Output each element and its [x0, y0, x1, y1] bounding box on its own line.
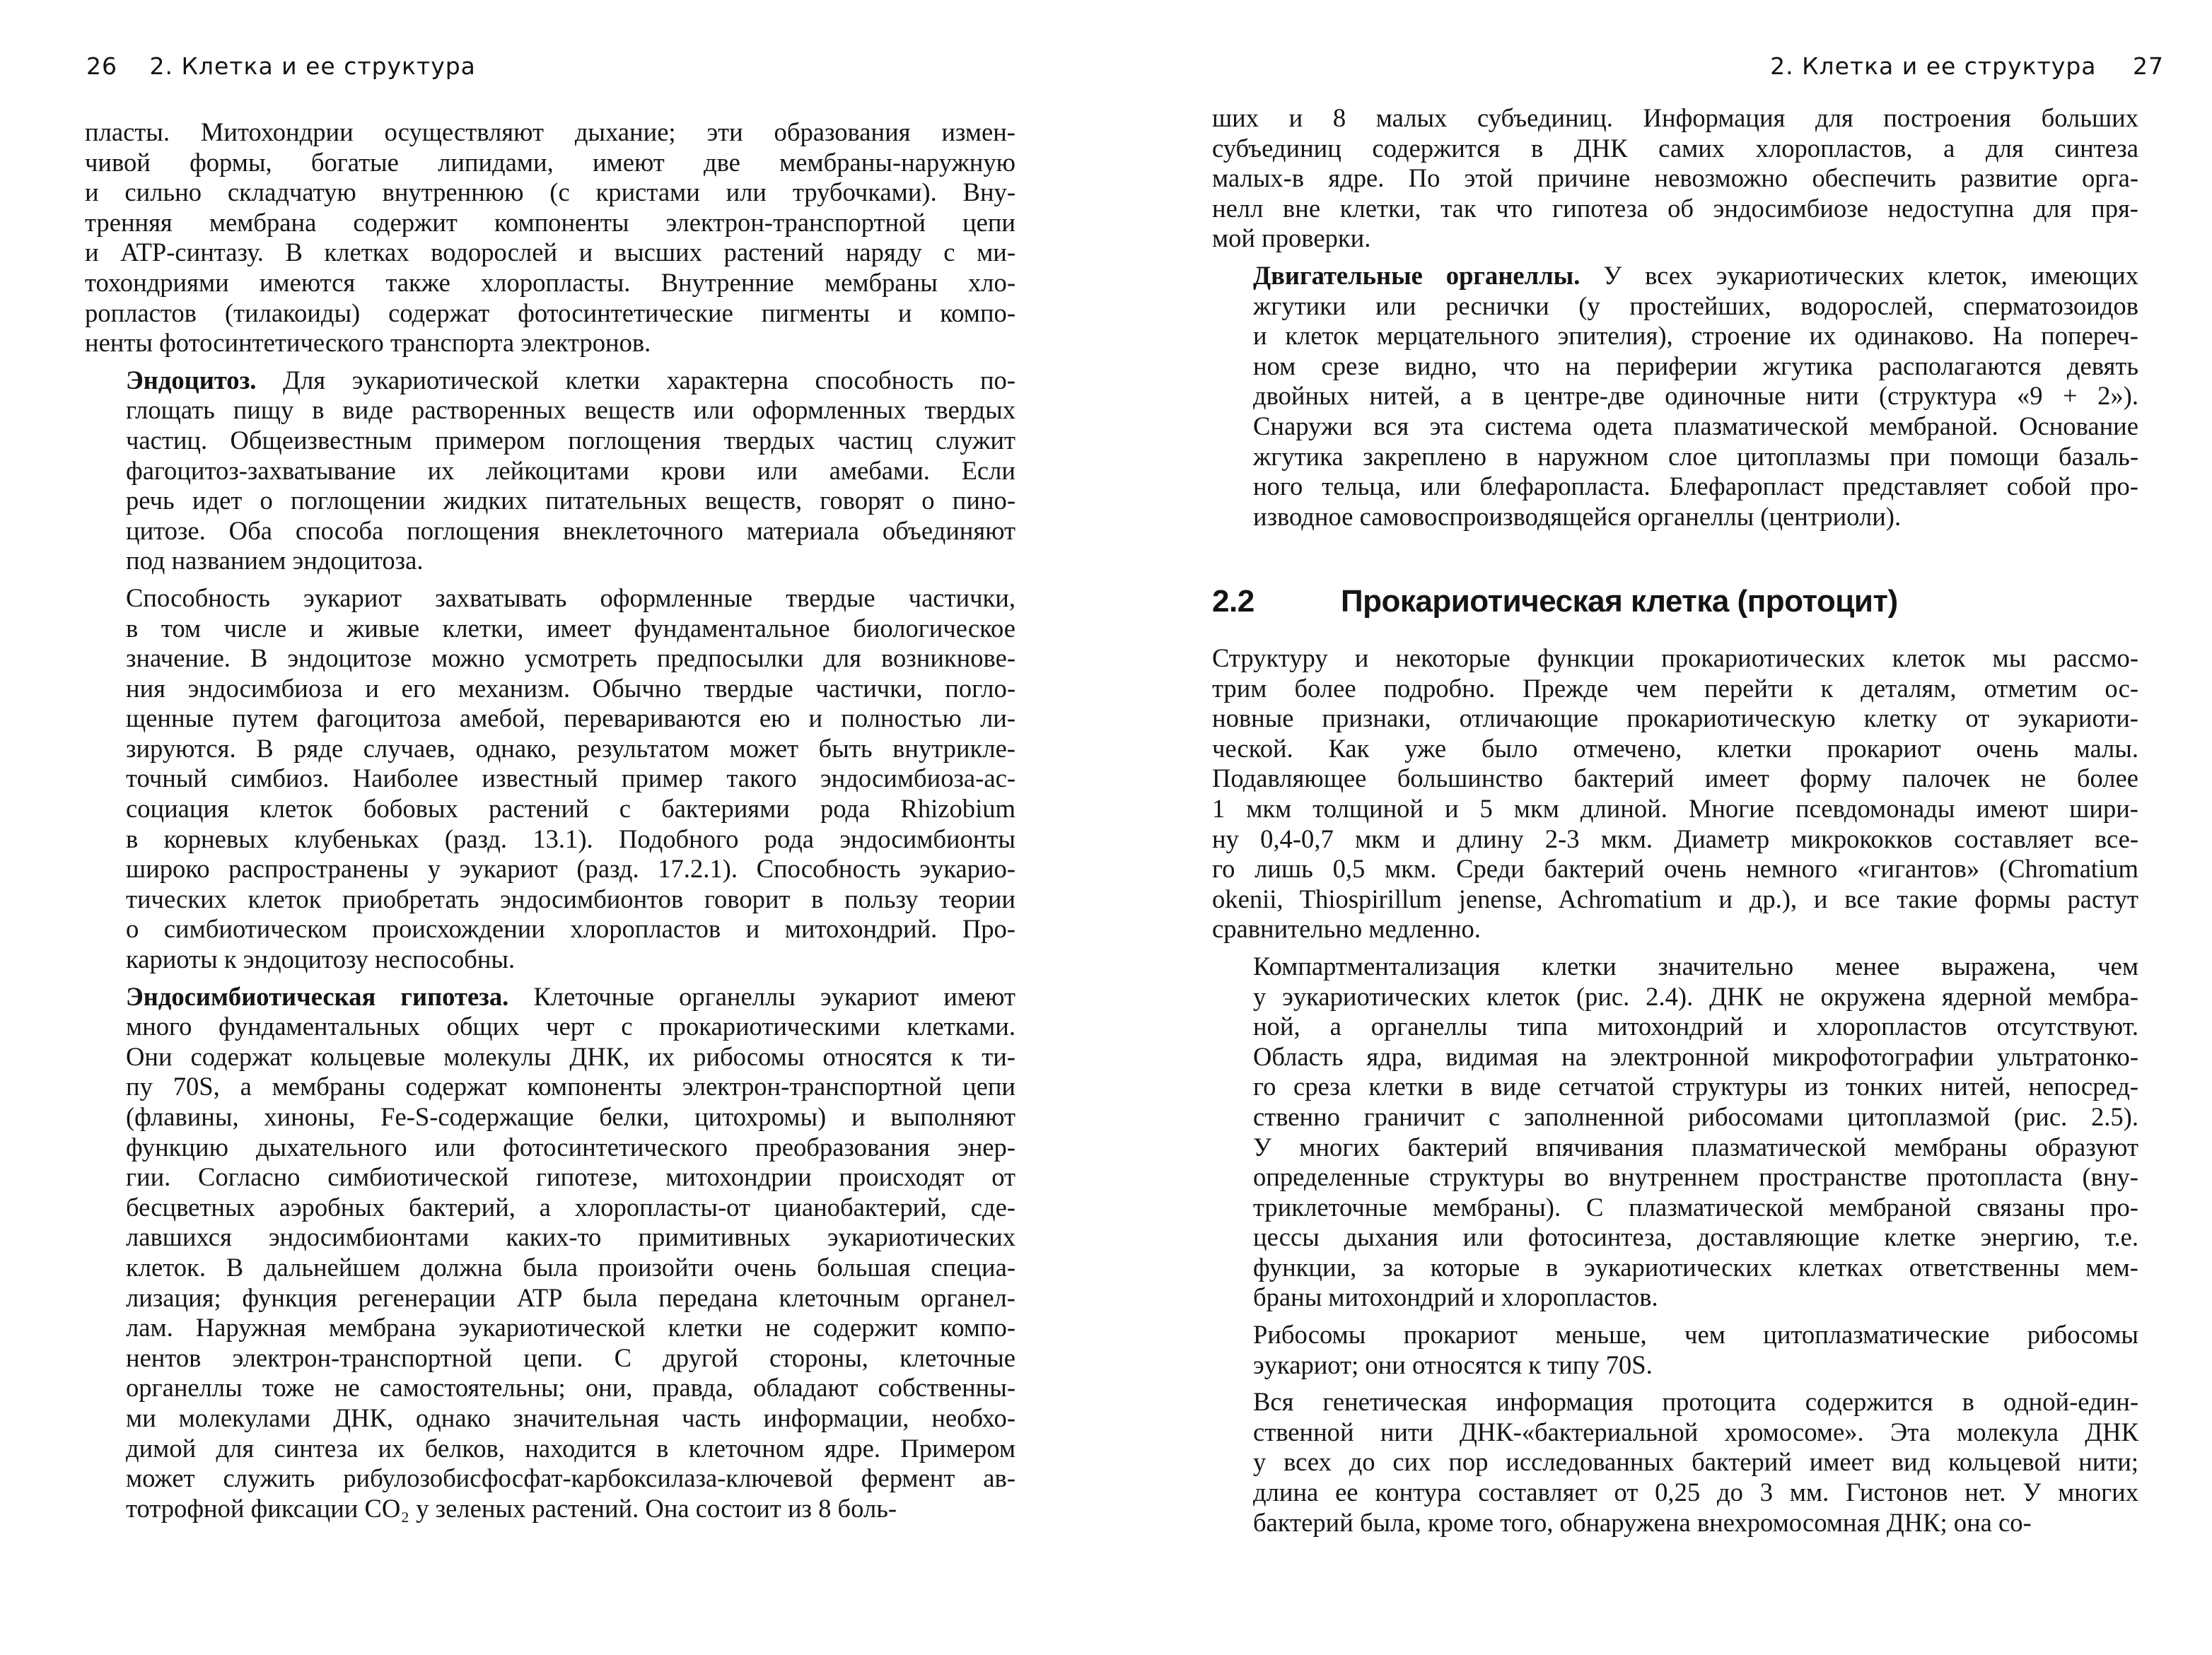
run-in-heading: Двигательные органеллы.	[1253, 260, 1581, 290]
text-line: димой для синтеза их белков, находится в клеточном ядре. Примером	[126, 1433, 1015, 1463]
left-page-number: 26	[86, 52, 117, 80]
text-line-content: У всех эукариотических клеток, имеющих	[1580, 260, 2138, 290]
right-body-text-bottom	[1212, 643, 2138, 1538]
left-running-title: 2. Клетка и ее структура	[149, 52, 476, 80]
paragraph	[1212, 1387, 2138, 1538]
text-line: okenii, Thiospirillum jenense, Achromatium и др.), и все такие формы растут	[1212, 884, 2138, 913]
text-line: точный симбиоз. Наиболее известный пример такого эндосимбиоза-ас-	[126, 764, 1015, 793]
text-line: Область ядра, видимая на электронной микрофотографии ультратонко-	[1253, 1041, 2138, 1071]
paragraph	[85, 982, 1015, 1524]
text-line: ших и 8 малых субъединиц. Информация для построения больших	[1212, 103, 2138, 132]
text-line: ненты фотосинтетического транспорта электронов.	[85, 328, 651, 358]
text-line: Структуру и некоторые функции прокариотических клеток мы рассмо-	[1212, 643, 2138, 672]
text-line: ственно граничит с заполненной рибосомами цитоплазмой (рис. 2.5).	[1253, 1101, 2138, 1131]
text-line: ной, а органеллы типа митохондрий и хлоропластов отсутствуют.	[1253, 1012, 2138, 1041]
text-line: социация клеток бобовых растений с бактериями рода Rhizobium	[126, 794, 1015, 824]
text-line: тохондриями имеются также хлоропласты. Внутренние мембраны хло-	[85, 267, 1015, 297]
text-line: тренняя мембрана содержит компоненты электрон-транспортной цепи	[85, 207, 1015, 237]
left-running-head	[86, 52, 476, 80]
text-line: зируются. В ряде случаев, однако, результатом может быть внутрикле-	[126, 733, 1015, 763]
text-line: эукариот; они относятся к типу 70S.	[1253, 1350, 1653, 1379]
text-line: определенные структуры во внутреннем пространстве протопласта (вну-	[1253, 1162, 2138, 1192]
text-line	[85, 365, 1015, 396]
paragraph	[1212, 261, 2138, 532]
paragraph	[1212, 103, 2138, 254]
text-line: ропластов (тилакоиды) содержат фотосинтетические пигменты и компо-	[85, 298, 1015, 327]
text-line: жгутики или реснички (у простейших, водорослей, сперматозоидов	[1253, 291, 2138, 320]
text-line: бесцветных аэробных бактерий, а хлоропласты-от цианобактерий, сде-	[126, 1192, 1015, 1222]
text-line: значение. В эндоцитозе можно усмотреть предпосылки для возникнове-	[126, 643, 1015, 673]
text-line: браны митохондрий и хлоропластов.	[1253, 1282, 1658, 1312]
text-line: под названием эндоцитоза.	[126, 546, 424, 575]
right-page	[1106, 0, 2212, 1655]
right-page-number: 27	[2133, 52, 2164, 80]
text-line: глощать пищу в виде растворенных веществ или оформленных твердых	[126, 395, 1015, 425]
text-line: лизация; функция регенерации ATP была передана клеточным органел-	[126, 1282, 1015, 1312]
text-line: Они содержат кольцевые молекулы ДНК, их рибосомы относятся к ти-	[126, 1041, 1015, 1071]
text-line: широко распространены у эукариот (разд. 17.2.1). Способность эукарио-	[126, 854, 1015, 884]
text-line: ного тельца, или блефаропласта. Блефаропласт представляет собой про-	[1253, 472, 2138, 501]
left-body-text	[85, 117, 1015, 1524]
text-line: ну 0,4-0,7 мкм и длину 2-3 мкм. Диаметр микрококков составляет все-	[1212, 824, 2138, 853]
right-running-title: 2. Клетка и ее структура	[1770, 52, 2097, 80]
text-line: гии. Согласно симбиотической гипотезе, митохондрии происходят от	[126, 1162, 1015, 1192]
text-line: го лишь 0,5 мкм. Среди бактерий очень немного «гигантов» (Chromatium	[1212, 854, 2138, 884]
text-line: у всех до сих пор исследованных бактерий имеет вид кольцевой нити;	[1253, 1447, 2138, 1477]
text-line: новные признаки, отличающие прокариотическую клетку от эукариоти-	[1212, 703, 2138, 733]
text-line: ми молекулами ДНК, однако значительная часть информации, необхо-	[126, 1403, 1015, 1432]
text-line: триклеточные мембраны). С плазматической мембраной связаны про-	[1253, 1192, 2138, 1222]
text-line: и сильно складчатую внутреннюю (с кристами или трубочками). Вну-	[85, 177, 1015, 207]
paragraph	[85, 583, 1015, 975]
text-line-content: Клеточные органеллы эукариот имеют	[508, 981, 1015, 1011]
text-line: функцию дыхательного или фотосинтетического преобразования энер-	[126, 1132, 1015, 1162]
text-line: органеллы тоже не самостоятельны; они, правда, обладают собственны-	[126, 1373, 1015, 1403]
paragraph	[1212, 1320, 2138, 1380]
text-line-content: Для эукариотической клетки характерна способность по-	[256, 365, 1015, 394]
paragraph	[1212, 952, 2138, 1313]
text-line: нентов электрон-транспортной цепи. С другой стороны, клеточные	[126, 1343, 1015, 1372]
text-line: Снаружи вся эта система одета плазматической мембраной. Основание	[1253, 411, 2138, 440]
text-line: клеток. В дальнейшем должна была произойти очень большая специа-	[126, 1252, 1015, 1282]
text-line: фагоцитоз-захватывание их лейкоцитами крови или амебами. Если	[126, 455, 1015, 485]
text-line: пу 70S, а мембраны содержат компоненты электрон-транспортной цепи	[126, 1072, 1015, 1101]
text-line: щенные путем фагоцитоза амебой, перевариваются ею и полностью ли-	[126, 703, 1015, 733]
text-line: лам. Наружная мембрана эукариотической клетки не содержит компо-	[126, 1313, 1015, 1343]
text-line: и клеток мерцательного эпителия), строение их одинаково. На попереч-	[1253, 321, 2138, 351]
text-line: ческой. Как уже было отмечено, клетки прокариот очень малы.	[1212, 733, 2138, 763]
text-line: нелл вне клетки, так что гипотеза об эндосимбиозе недоступна для пря-	[1212, 193, 2138, 223]
section-number: 2.2	[1212, 584, 1255, 619]
text-line: Подавляющее большинство бактерий имеет форму палочек не более	[1212, 764, 2138, 793]
text-line: цессы дыхания или фотосинтеза, доставляющие клетке энергию, т.е.	[1253, 1222, 2138, 1252]
text-line: сравнительно медленно.	[1212, 914, 1481, 944]
text-line: малых-в ядре. По этой причине невозможно обеспечить развитие орга-	[1212, 163, 2138, 193]
text-line: изводное самовоспроизводящейся органеллы (центриоли).	[1253, 501, 1902, 531]
text-line: речь идет о поглощении жидких питательных веществ, говорят о пино-	[126, 486, 1015, 515]
text-line: много фундаментальных общих черт с прокариотическими клетками.	[126, 1012, 1015, 1041]
section-title: Прокариотическая клетка (протоцит)	[1341, 584, 1898, 619]
section-heading	[1212, 584, 1898, 619]
paragraph	[1212, 643, 2138, 945]
text-line: и ATP-синтазу. В клетках водорослей и высших растений наряду с ми-	[85, 238, 1015, 267]
text-line: жгутика закреплено в наружном слое цитоплазмы при помощи базаль-	[1253, 441, 2138, 471]
text-line: (флавины, хиноны, Fe-S-содержащие белки, цитохромы) и выполняют	[126, 1102, 1015, 1131]
text-line: ния эндосимбиоза и его механизм. Обычно твердые частички, погло-	[126, 673, 1015, 703]
text-line: может служить рибулозобисфосфат-карбоксилаза-ключевой фермент ав-	[126, 1463, 1015, 1493]
text-line	[85, 982, 1015, 1012]
text-line: у эукариотических клеток (рис. 2.4). ДНК не окружена ядерной мембра-	[1253, 981, 2138, 1011]
text-line: У многих бактерий впячивания плазматической мембраны образуют	[1253, 1132, 2138, 1162]
text-line: тотрофной фиксации CO₂ у зеленых растений. Она состоит из 8 боль-	[126, 1493, 897, 1523]
text-line: ном срезе видно, что на периферии жгутика располагаются девять	[1253, 351, 2138, 380]
paragraph	[85, 117, 1015, 358]
text-line: субъединиц содержится в ДНК самих хлоропластов, а для синтеза	[1212, 133, 2138, 163]
text-line: пласты. Митохондрии осуществляют дыхание; эти образования измен-	[85, 117, 1015, 146]
text-line: го среза клетки в виде сетчатой структуры из тонких нитей, непосред-	[1253, 1072, 2138, 1101]
text-line: цитозе. Оба способа поглощения внеклеточного материала объединяют	[126, 515, 1015, 545]
text-line: бактерий была, кроме того, обнаружена внехромосомная ДНК; она со-	[1253, 1507, 2032, 1537]
text-line: ственной нити ДНК-«бактериальной хромосоме». Эта молекула ДНК	[1253, 1417, 2138, 1446]
text-line: тических клеток приобретать эндосимбионтов говорит в пользу теории	[126, 884, 1015, 913]
text-line: Компартментализация клетки значительно менее выражена, чем	[1253, 951, 2138, 981]
right-running-head	[1770, 52, 2164, 80]
run-in-heading: Эндосимбиотическая гипотеза.	[126, 981, 509, 1011]
text-line: трим более подробно. Прежде чем перейти к деталям, отметим ос-	[1212, 673, 2138, 703]
text-line: лавшихся эндосимбионтами каких-то примитивных эукариотических	[126, 1222, 1015, 1252]
text-line: Способность эукариот захватывать оформленные твердые частички,	[126, 583, 1015, 612]
text-line: в том числе и живые клетки, имеет фундаментальное биологическое	[126, 613, 1015, 643]
right-body-text-top	[1212, 103, 2138, 532]
text-line: чивой формы, богатые липидами, имеют две мембраны-наружную	[85, 147, 1015, 177]
text-line: кариоты к эндоцитозу неспособны.	[126, 945, 516, 974]
text-line: в корневых клубеньках (разд. 13.1). Подобного рода эндосимбионты	[126, 824, 1015, 853]
text-line: мой проверки.	[1212, 223, 1371, 253]
text-line: частиц. Общеизвестным примером поглощения твердых частиц служит	[126, 425, 1015, 455]
text-line: двойных нитей, а в центре-две одиночные нити (структура «9 + 2»).	[1253, 381, 2138, 411]
paragraph	[85, 365, 1015, 576]
run-in-heading: Эндоцитоз.	[126, 365, 257, 394]
text-line: 1 мкм толщиной и 5 мкм длиной. Многие псевдомонады имеют шири-	[1212, 793, 2138, 823]
text-line: функции, за которые в эукариотических клетках ответственны мем-	[1253, 1252, 2138, 1282]
text-line: Вся генетическая информация протоцита содержится в одной-един-	[1253, 1387, 2138, 1417]
text-line: длина ее контура составляет от 0,25 до 3 мм. Гистонов нет. У многих	[1253, 1478, 2138, 1507]
text-line: о симбиотическом происхождении хлоропластов и митохондрий. Про-	[126, 914, 1015, 944]
text-line: Рибосомы прокариот меньше, чем цитоплазматические рибосомы	[1253, 1320, 2138, 1350]
text-line	[1212, 261, 2138, 291]
